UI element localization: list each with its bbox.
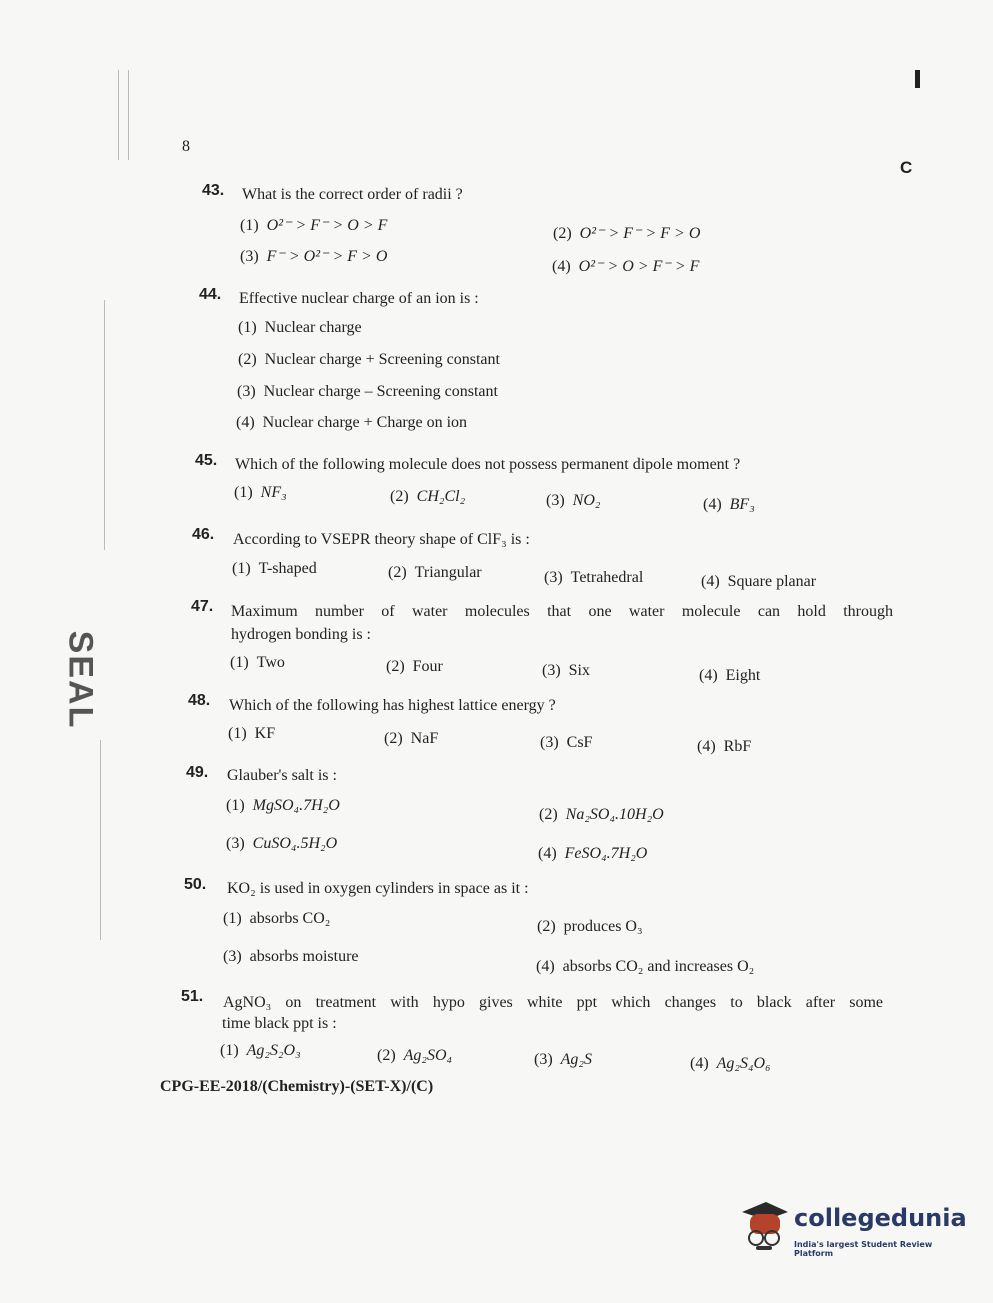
question-text: KO₂ is used in oxygen cylinders in space as it : — [227, 880, 529, 897]
option-1: (1) absorbs CO₂ — [223, 910, 331, 927]
question-number: 51. — [181, 988, 204, 1005]
question-text: According to VSEPR theory shape of ClF₃ is : — [233, 531, 530, 548]
question-number: 47. — [191, 598, 214, 615]
option-4: (4) Nuclear charge + Charge on ion — [236, 414, 468, 431]
option-1: (1) NF₃ — [234, 484, 287, 501]
set-code: C — [900, 158, 913, 177]
page-number: 8 — [182, 138, 190, 155]
option-3: (3) absorbs moisture — [223, 948, 359, 965]
option-1: (1) O²⁻ > F⁻ > O > F — [240, 217, 388, 234]
option-2: (2) Triangular — [388, 564, 482, 581]
option-4: (4) FeSO₄.7H₂O — [538, 845, 648, 862]
margin-rule — [118, 70, 119, 160]
question-text: Effective nuclear charge of an ion is : — [239, 290, 479, 307]
option-1: (1) KF — [228, 725, 276, 742]
collegedunia-logo — [736, 1198, 966, 1258]
question-number: 43. — [202, 182, 225, 199]
question-text-line1: Maximum number of water molecules that one water molecule can hold through — [231, 603, 893, 620]
option-2: (2) Four — [386, 658, 443, 675]
student-mascot-icon — [736, 1198, 792, 1256]
option-1: (1) Two — [230, 654, 285, 671]
option-4: (4) Ag₂S₄O₆ — [690, 1055, 771, 1072]
option-4: (4) absorbs CO₂ and increases O₂ — [536, 958, 755, 975]
margin-rule — [104, 300, 105, 550]
option-3: (3) Ag₂S — [534, 1051, 592, 1068]
margin-rule — [100, 740, 101, 940]
question-number: 48. — [188, 692, 211, 709]
option-2: (2) NaF — [384, 730, 439, 747]
question-text-line2: time black ppt is : — [222, 1015, 337, 1032]
option-3: (3) CsF — [540, 734, 593, 751]
option-1: (1) MgSO₄.7H₂O — [226, 797, 340, 814]
question-number: 46. — [192, 526, 215, 543]
option-3: (3) F⁻ > O²⁻ > F > O — [240, 248, 388, 265]
option-1: (1) Nuclear charge — [238, 319, 362, 336]
option-4: (4) RbF — [697, 738, 752, 755]
option-3: (3) Nuclear charge – Screening constant — [237, 383, 498, 400]
question-number: 45. — [195, 452, 218, 469]
margin-rule — [128, 70, 129, 160]
option-3: (3) NO₂ — [546, 492, 601, 509]
option-1: (1) Ag₂S₂O₃ — [220, 1042, 301, 1059]
question-text: Which of the following has highest lattice energy ? — [229, 697, 556, 714]
option-4: (4) BF₃ — [703, 496, 755, 513]
question-text: Glauber's salt is : — [227, 767, 337, 784]
option-2: (2) Nuclear charge + Screening constant — [238, 351, 500, 368]
question-number: 44. — [199, 286, 222, 303]
option-3: (3) Six — [542, 662, 590, 679]
option-2: (2) produces O₃ — [537, 918, 643, 935]
option-4: (4) Square planar — [701, 573, 817, 590]
question-text: Which of the following molecule does not possess permanent dipole moment ? — [235, 456, 741, 473]
option-3: (3) Tetrahedral — [544, 569, 644, 586]
option-2: (2) Na₂SO₄.10H₂O — [539, 806, 664, 823]
brand-name: collegedunia — [794, 1204, 967, 1232]
brand-tagline: India's largest Student Review Platform — [794, 1240, 933, 1258]
seal-stamp — [62, 625, 98, 735]
option-4: (4) O²⁻ > O > F⁻ > F — [552, 258, 700, 275]
option-2: (2) CH₂Cl₂ — [390, 488, 466, 505]
option-1: (1) T-shaped — [232, 560, 317, 577]
scan-mark — [915, 70, 920, 88]
option-4: (4) Eight — [699, 667, 761, 684]
seal-text: SEAL — [61, 630, 100, 730]
question-number: 49. — [186, 764, 209, 781]
option-2: (2) Ag₂SO₄ — [377, 1047, 453, 1064]
paper-code: CPG-EE-2018/(Chemistry)-(SET-X)/(C) — [160, 1078, 434, 1095]
option-2: (2) O²⁻ > F⁻ > F > O — [553, 225, 701, 242]
question-text-line2: hydrogen bonding is : — [231, 626, 371, 643]
question-text: What is the correct order of radii ? — [242, 186, 463, 203]
option-3: (3) CuSO₄.5H₂O — [226, 835, 338, 852]
question-number: 50. — [184, 876, 207, 893]
question-text-line1: AgNO₃ on treatment with hypo gives white ppt which changes to black after some — [223, 994, 883, 1011]
